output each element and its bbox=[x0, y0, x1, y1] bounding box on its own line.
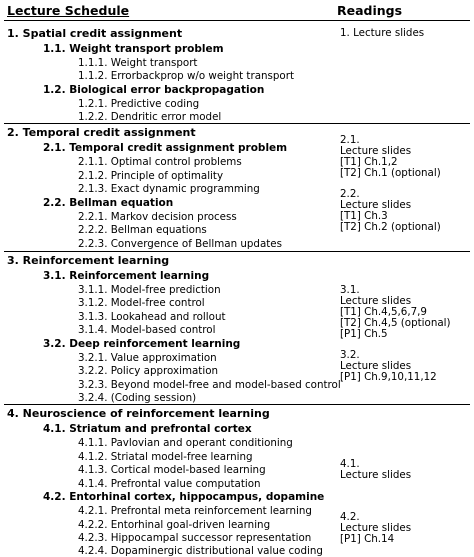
reading-entry: 2.2. bbox=[340, 188, 360, 200]
subsection-title: 2.1. Temporal credit assignment problem bbox=[43, 142, 288, 154]
reading-entry: Lecture slides bbox=[340, 469, 412, 481]
section-title: 3. Reinforcement learning bbox=[7, 254, 170, 267]
subsection-title: 1.2. Biological error backpropagation bbox=[43, 84, 265, 96]
topic-item: 2.2.3. Convergence of Bellman updates bbox=[78, 238, 283, 250]
topic-item: 4.1.3. Cortical model-based learning bbox=[78, 464, 266, 476]
topic-item: 4.1.2. Striatal model-free learning bbox=[78, 451, 253, 463]
topic-item: 4.1.1. Pavlovian and operant conditioning bbox=[78, 437, 293, 449]
reading-entry: 4.1. bbox=[340, 458, 360, 470]
reading-entry: 1. Lecture slides bbox=[340, 27, 425, 39]
topic-item: 2.2.1. Markov decision process bbox=[78, 211, 237, 223]
reading-entry: Lecture slides bbox=[340, 145, 412, 157]
topic-item: 2.1.2. Principle of optimality bbox=[78, 170, 224, 182]
header-divider bbox=[4, 20, 470, 21]
topic-item: 1.2.2. Dendritic error model bbox=[78, 111, 222, 123]
section-title: 4. Neuroscience of reinforcement learning bbox=[7, 407, 270, 420]
subsection-title: 4.1. Striatum and prefrontal cortex bbox=[43, 423, 252, 435]
reading-entry: [T1] Ch.4,5,6,7,9 bbox=[340, 306, 427, 318]
reading-entry: 3.1. bbox=[340, 284, 360, 296]
section-title: 1. Spatial credit assignment bbox=[7, 27, 183, 40]
topic-item: 4.2.1. Prefrontal meta reinforcement learning bbox=[78, 505, 312, 517]
topic-item: 1.1.2. Errorbackprop w/o weight transport bbox=[78, 70, 294, 82]
section-divider bbox=[4, 251, 470, 252]
topic-item: 3.1.1. Model-free prediction bbox=[78, 284, 221, 296]
topic-item: 2.2.2. Bellman equations bbox=[78, 224, 207, 236]
topic-item: 4.2.3. Hippocampal successor representation bbox=[78, 532, 312, 544]
topic-item: 3.1.3. Lookahead and rollout bbox=[78, 311, 226, 323]
section-divider bbox=[4, 123, 470, 124]
topic-item: 4.2.2. Entorhinal goal-driven learning bbox=[78, 519, 271, 531]
topic-item: 3.1.2. Model-free control bbox=[78, 297, 205, 309]
topic-item: 3.2.4. (Coding session) bbox=[78, 392, 197, 404]
section-divider bbox=[4, 404, 470, 405]
reading-entry: Lecture slides bbox=[340, 360, 412, 372]
reading-entry: 3.2. bbox=[340, 349, 360, 361]
topic-item: 2.1.3. Exact dynamic programming bbox=[78, 183, 260, 195]
reading-entry: [T2] Ch.2 (optional) bbox=[340, 221, 441, 233]
topic-item: 3.1.4. Model-based control bbox=[78, 324, 216, 336]
reading-entry: Lecture slides bbox=[340, 295, 412, 307]
subsection-title: 2.2. Bellman equation bbox=[43, 197, 174, 209]
reading-entry: 2.1. bbox=[340, 134, 360, 146]
topic-item: 3.2.2. Policy approximation bbox=[78, 365, 219, 377]
reading-entry: Lecture slides bbox=[340, 522, 412, 534]
reading-entry: [P1] Ch.14 bbox=[340, 533, 395, 545]
topic-item: 2.1.1. Optimal control problems bbox=[78, 156, 242, 168]
reading-entry: [T1] Ch.3 bbox=[340, 210, 388, 222]
topic-item: 3.2.3. Beyond model-free and model-based control bbox=[78, 379, 341, 391]
reading-entry: [P1] Ch.5 bbox=[340, 328, 388, 340]
reading-entry: [T2] Ch.1 (optional) bbox=[340, 167, 441, 179]
reading-entry: Lecture slides bbox=[340, 199, 412, 211]
topic-item: 4.2.4. Dopaminergic distributional value coding bbox=[78, 545, 323, 557]
reading-entry: [T2] Ch.4,5 (optional) bbox=[340, 317, 451, 329]
subsection-title: 1.1. Weight transport problem bbox=[43, 43, 224, 55]
topic-item: 3.2.1. Value approximation bbox=[78, 352, 217, 364]
topic-item: 1.2.1. Predictive coding bbox=[78, 98, 200, 110]
topic-item: 4.1.4. Prefrontal value computation bbox=[78, 478, 261, 490]
section-title: 2. Temporal credit assignment bbox=[7, 126, 196, 139]
readings-heading: Readings bbox=[337, 3, 403, 18]
reading-entry: [T1] Ch.1,2 bbox=[340, 156, 398, 168]
schedule-heading: Lecture Schedule bbox=[7, 3, 130, 18]
topic-item: 1.1.1. Weight transport bbox=[78, 57, 198, 69]
subsection-title: 4.2. Entorhinal cortex, hippocampus, dopamine bbox=[43, 491, 325, 503]
subsection-title: 3.2. Deep reinforcement learning bbox=[43, 338, 241, 350]
subsection-title: 3.1. Reinforcement learning bbox=[43, 270, 210, 282]
reading-entry: [P1] Ch.9,10,11,12 bbox=[340, 371, 437, 383]
reading-entry: 4.2. bbox=[340, 511, 360, 523]
